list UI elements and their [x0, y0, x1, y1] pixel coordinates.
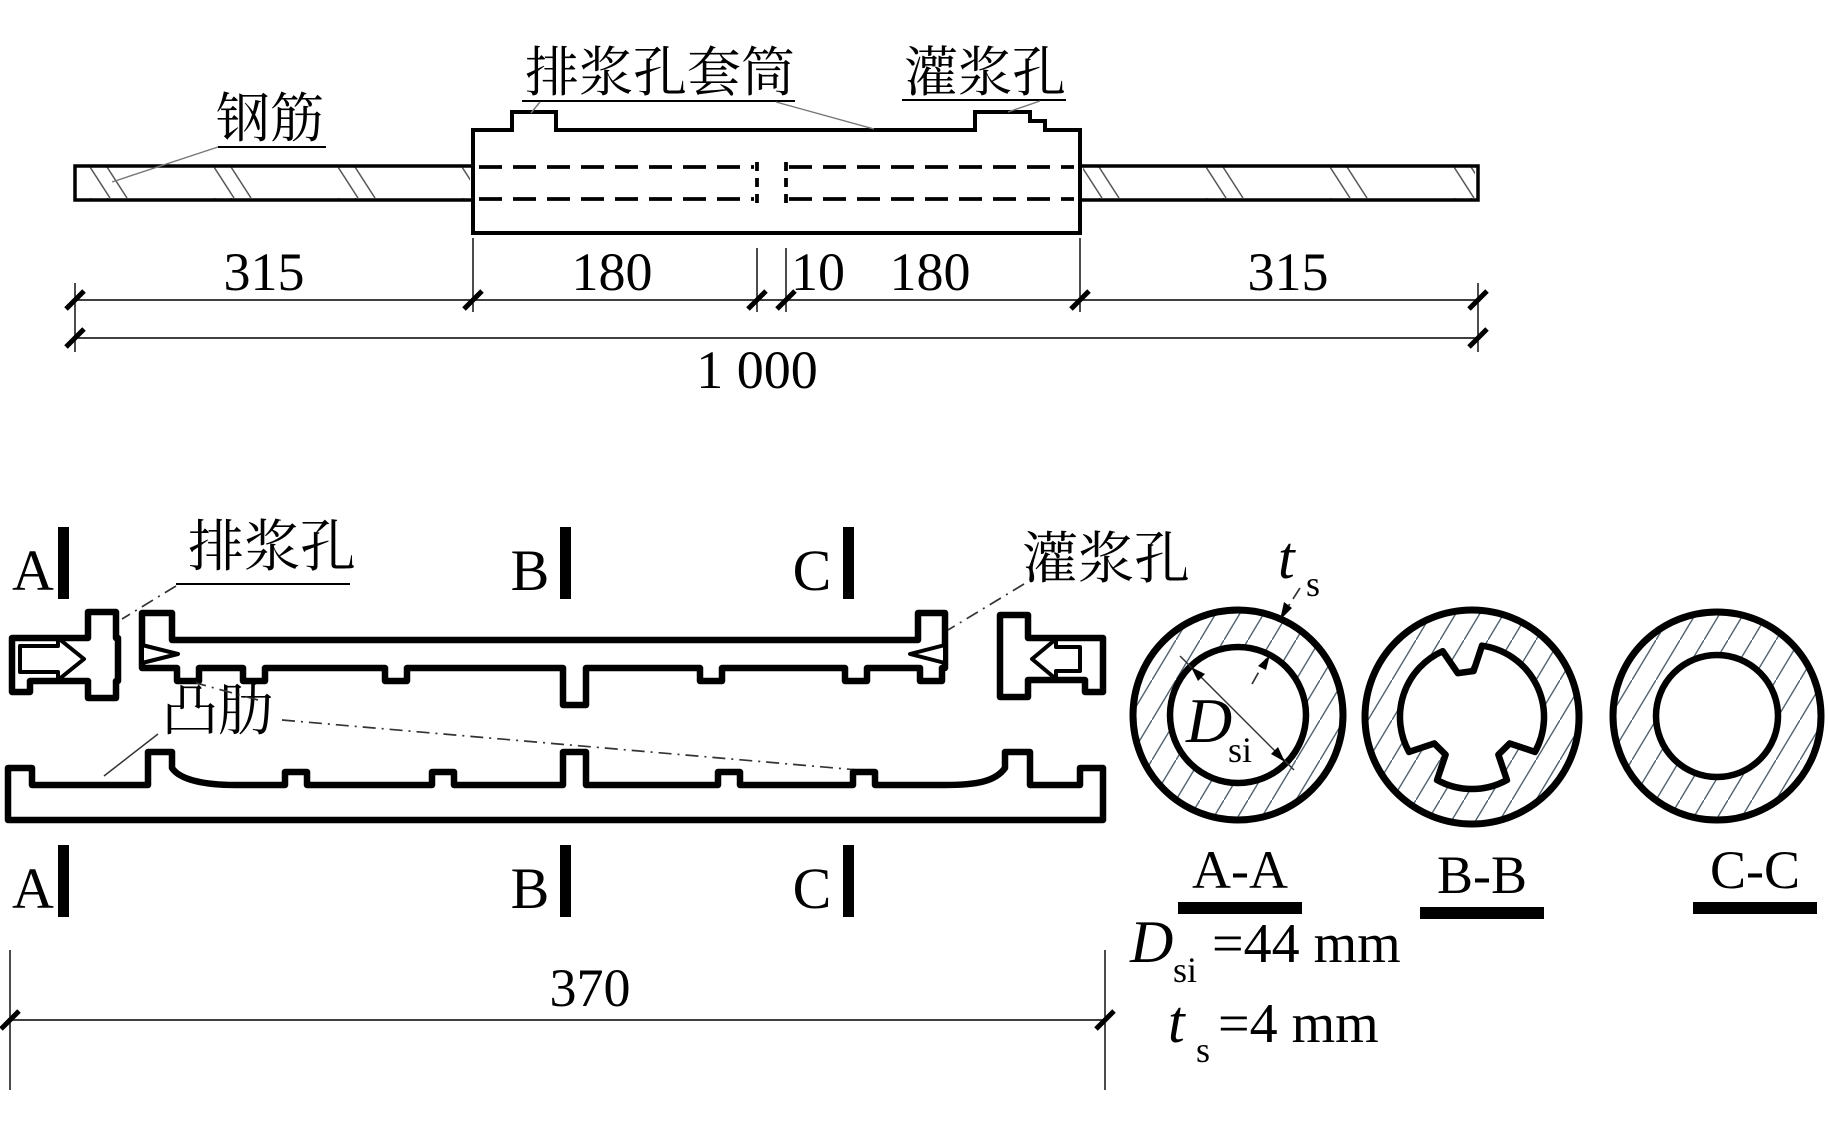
- note-ts-value: =4 mm: [1218, 993, 1379, 1055]
- rebar-label: 钢筋: [216, 89, 324, 149]
- marker-b-bottom: B: [510, 856, 550, 921]
- marker-c-bottom: C: [792, 856, 832, 921]
- dimension-chain: [66, 238, 1487, 400]
- marker-c-bottom-bar: [843, 845, 854, 917]
- cc-bore-circle: [1656, 655, 1778, 777]
- label-bb-underbar: [1420, 907, 1544, 919]
- note-dsi-value: =44 mm: [1212, 913, 1401, 975]
- sleeve-label: 排浆孔套筒: [525, 43, 795, 103]
- marker-c-top: C: [792, 538, 832, 603]
- dim-315-left: 315: [223, 242, 305, 302]
- marker-a-bottom-bar: [58, 845, 69, 917]
- left-fitting-bore-arrow: [20, 638, 84, 680]
- dsi-symbol: D: [1186, 685, 1233, 756]
- ts-arrowhead-inner: [1258, 655, 1270, 670]
- rebar-right-hatch: [1083, 168, 1475, 199]
- note-dsi-subscript: si: [1173, 950, 1198, 990]
- dim-315-right: 315: [1247, 242, 1329, 302]
- cross-sections: [1129, 525, 1821, 1070]
- rib-leader-long: [282, 720, 858, 770]
- marker-a-top: A: [12, 538, 54, 603]
- marker-a-top-bar: [58, 527, 69, 599]
- grout-hole-label: 灌浆孔: [1022, 529, 1190, 591]
- dim-total-1000: 1 000: [696, 340, 818, 400]
- dim-10: 10: [791, 242, 845, 302]
- bottom-wall-section: [8, 752, 1103, 820]
- ts-subscript: s: [1306, 564, 1321, 604]
- dimension-370: [1, 950, 1114, 1090]
- sleeve-outline: [473, 112, 1080, 233]
- dim-370-value: 370: [549, 958, 631, 1018]
- sleeve-leader-right: [776, 102, 874, 129]
- marker-c-top-bar: [843, 527, 854, 599]
- ts-symbol: t: [1278, 525, 1295, 591]
- note-ts-subscript: s: [1196, 1030, 1211, 1070]
- section-cc: [1613, 612, 1821, 914]
- label-bb: B-B: [1436, 845, 1528, 905]
- right-fitting-bore-arrow: [1032, 639, 1080, 679]
- rebar-left-hatch: [90, 168, 470, 199]
- marker-b-top-bar: [560, 527, 571, 599]
- label-cc: C-C: [1709, 840, 1801, 900]
- top-wall-left-bore-notch: [142, 645, 178, 663]
- section-bb: [1365, 610, 1579, 919]
- label-aa: A-A: [1192, 840, 1288, 900]
- section-markers-bottom: [12, 845, 854, 921]
- rebar-right: [1080, 166, 1478, 200]
- top-wall-right-bore-notch: [910, 645, 945, 663]
- longitudinal-section-view: [1, 517, 1190, 1090]
- top-view-labels: [112, 43, 1066, 182]
- rebar-left: [75, 166, 473, 200]
- note-dsi-symbol: D: [1130, 909, 1174, 975]
- grout-hole-leader: [948, 584, 1024, 630]
- section-notes: [1129, 909, 1401, 1070]
- dim-180-left: 180: [571, 242, 653, 302]
- marker-b-bottom-bar: [560, 845, 571, 917]
- marker-a-bottom: A: [12, 856, 54, 921]
- dsi-subscript: si: [1228, 730, 1253, 770]
- top-assembly-view: [75, 43, 1478, 233]
- rib-label: 凸肋: [162, 681, 274, 743]
- dim-180-right: 180: [889, 242, 971, 302]
- hidden-rebar-dashed: [479, 162, 1074, 204]
- grout-inlet-label: 灌浆孔: [904, 43, 1066, 103]
- label-cc-underbar: [1693, 902, 1817, 914]
- note-ts-symbol: t: [1168, 989, 1185, 1055]
- marker-b-top: B: [510, 538, 550, 603]
- outlet-hole-label: 排浆孔: [188, 517, 356, 579]
- section-markers-top: [12, 527, 854, 603]
